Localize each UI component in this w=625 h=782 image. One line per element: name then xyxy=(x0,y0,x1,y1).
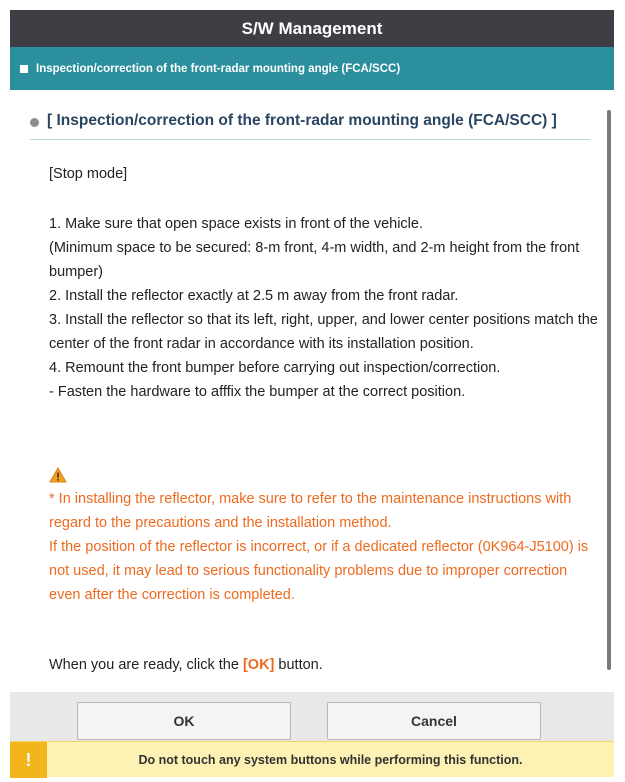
mode-label: [Stop mode] xyxy=(49,166,128,182)
function-header xyxy=(10,47,614,90)
content-panel[interactable] xyxy=(10,90,614,692)
instruction-line: - Fasten the hardware to afffix the bumper at the correct position. xyxy=(49,384,466,400)
window-title: S/W Management xyxy=(241,18,383,38)
ok-button[interactable]: OK xyxy=(77,702,291,740)
title-bar xyxy=(10,10,614,47)
warning-line: If the position of the reflector is incorrect, or if a dedicated reflector (0K964-J5100) is not used, it may lead to serious functionality problems due to improper correction even after the correction is completed. xyxy=(49,539,589,603)
instruction-line: 1. Make sure that open space exists in front of the vehicle. xyxy=(49,216,423,232)
ready-prompt xyxy=(49,653,323,677)
instruction-line: (Minimum space to be secured: 8-m front, 4-m width, and 2-m height from the front bumper) xyxy=(49,240,580,280)
cancel-button[interactable]: Cancel xyxy=(327,702,541,740)
warning-message xyxy=(49,487,601,607)
warning-triangle-icon xyxy=(49,467,67,483)
button-bar xyxy=(10,692,614,741)
exclamation-icon: ! xyxy=(10,742,47,778)
ready-ok-highlight: [OK] xyxy=(242,657,275,673)
circle-bullet-icon xyxy=(30,118,39,127)
section-heading xyxy=(30,112,590,140)
ready-suffix: button. xyxy=(274,657,323,673)
warning-line: * In installing the reflector, make sure to refer to the maintenance instructions with regard to the precautions and the installation method. xyxy=(49,491,572,531)
notice-text: Do not touch any system buttons while performing this function. xyxy=(138,753,523,767)
ready-prefix: When you are ready, click the xyxy=(49,657,243,673)
sw-management-window xyxy=(10,10,614,777)
instruction-line: 3. Install the reflector so that its left, right, upper, and lower center positions match the center of the front radar in accordance with its installation position. xyxy=(49,312,598,352)
instructions-list xyxy=(49,212,599,404)
scrollbar[interactable] xyxy=(607,110,611,670)
instruction-line: 4. Remount the front bumper before carrying out inspection/correction. xyxy=(49,360,501,376)
square-bullet-icon xyxy=(20,65,28,73)
section-heading-text: [ Inspection/correction of the front-radar mounting angle (FCA/SCC) ] xyxy=(47,112,557,129)
notice-bar xyxy=(10,741,614,777)
instruction-line: 2. Install the reflector exactly at 2.5 m away from the front radar. xyxy=(49,288,459,304)
function-header-label: Inspection/correction of the front-radar mounting angle (FCA/SCC) xyxy=(36,62,401,75)
